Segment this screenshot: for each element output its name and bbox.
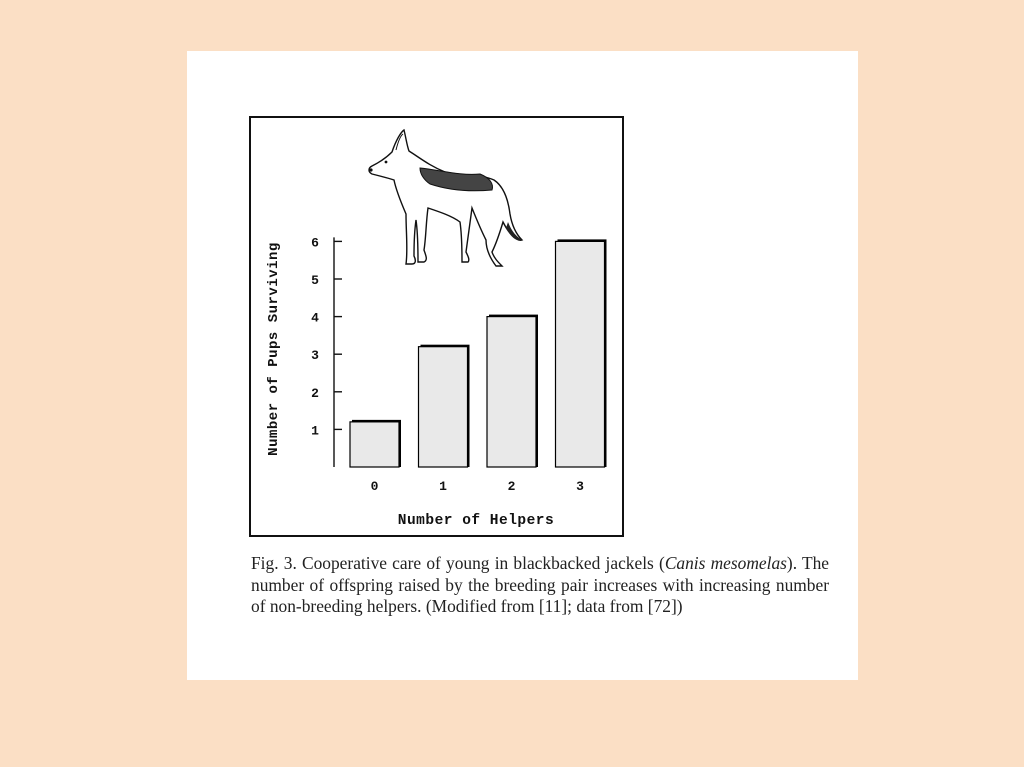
y-axis-label: Number of Pups Surviving xyxy=(266,242,282,456)
x-axis-label: Number of Helpers xyxy=(397,513,555,529)
bar xyxy=(487,317,536,467)
y-tick-label: 2 xyxy=(311,385,319,401)
y-tick-label: 5 xyxy=(311,273,319,288)
x-tick-label: 1 xyxy=(439,479,447,494)
y-tick-label: 6 xyxy=(311,235,319,251)
jackal-icon xyxy=(369,130,522,266)
y-tick-label: 4 xyxy=(311,310,319,326)
x-tick-label: 3 xyxy=(576,479,584,494)
bar xyxy=(419,347,468,467)
figure-caption xyxy=(251,553,829,618)
y-tick-label: 1 xyxy=(311,423,319,439)
caption-species: Canis mesomelas xyxy=(664,553,787,573)
caption-suffix: ). The number of offspring raised by the breeding pair increases with increasing number of non-breeding helpers. (Modified from [11]; data from [72]) xyxy=(251,553,829,616)
x-tick-label: 2 xyxy=(507,479,516,494)
caption-prefix: Fig. 3. Cooperative care of young in blackbacked jackels ( xyxy=(251,553,665,573)
x-tick-label: 0 xyxy=(370,479,379,494)
bar xyxy=(556,241,605,467)
y-tick-label: 3 xyxy=(311,348,319,364)
chart-bars xyxy=(350,239,607,467)
chart-axes xyxy=(334,237,342,467)
bar xyxy=(350,422,399,467)
